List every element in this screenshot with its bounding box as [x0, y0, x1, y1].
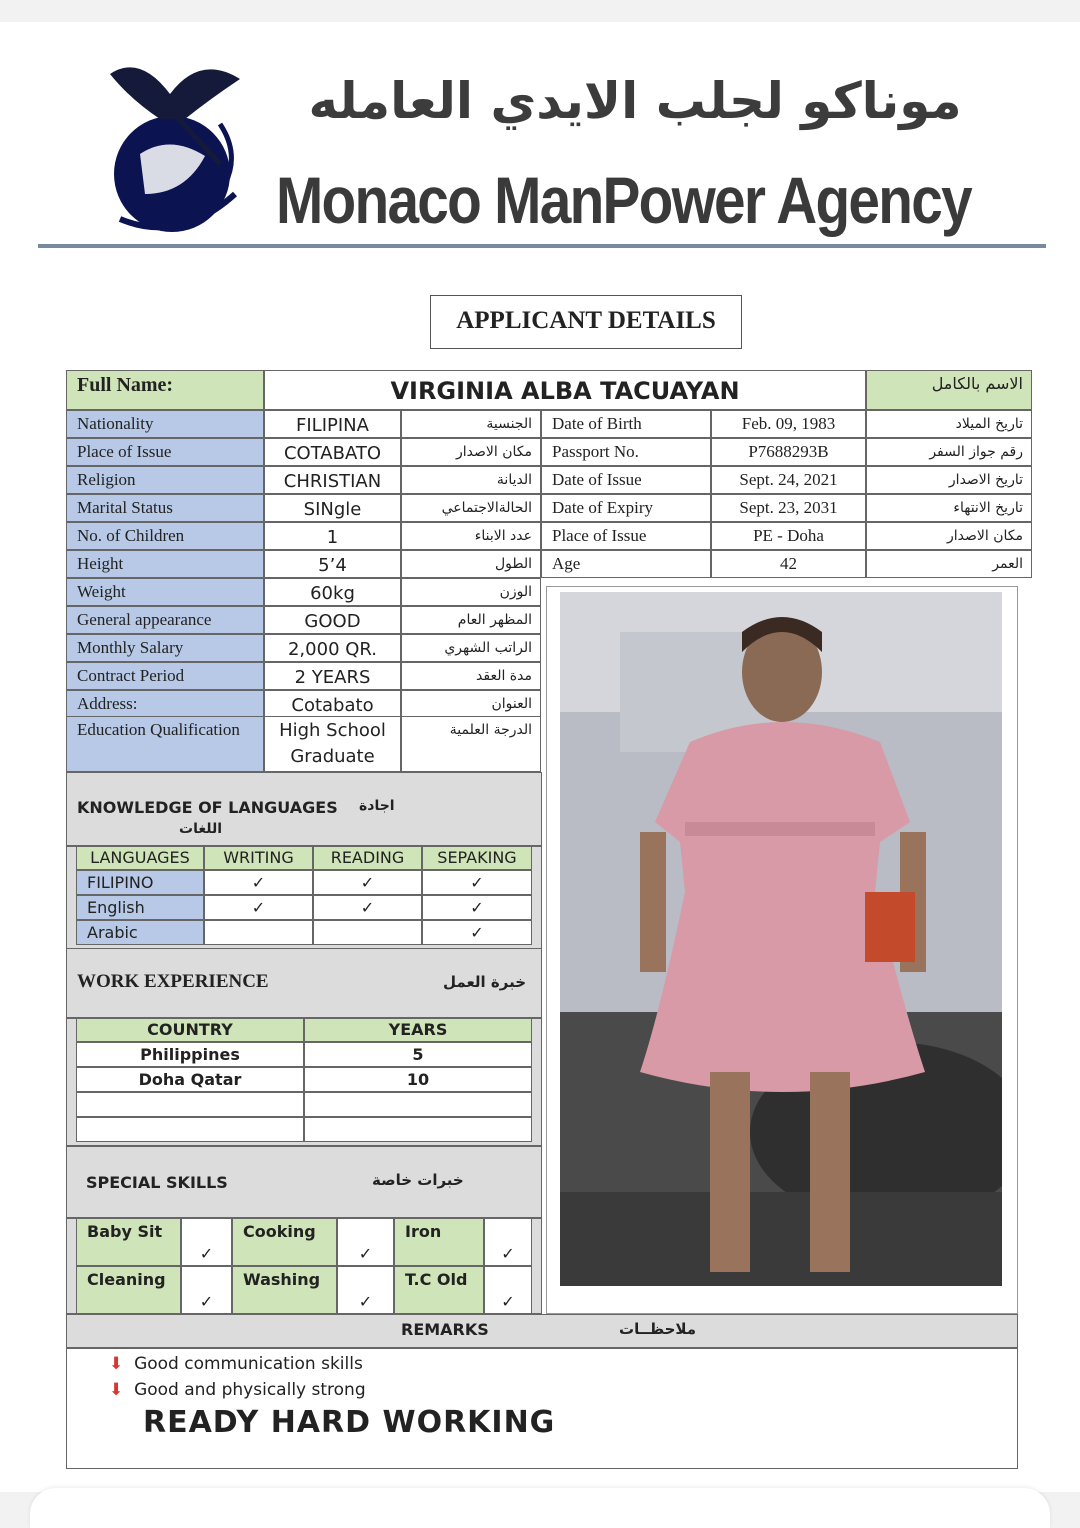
remark-item: ⬇ Good communication skills	[109, 1354, 363, 1374]
field-label-arabic: الجنسية	[401, 410, 541, 438]
field-label-arabic: تاريخ الانتهاء	[866, 494, 1032, 522]
language-column-header: SEPAKING	[422, 846, 532, 870]
field-label-arabic: الحالةالاجتماعي	[401, 494, 541, 522]
field-value: CHRISTIAN	[264, 466, 401, 494]
field-label: Height	[66, 550, 264, 578]
check-icon	[313, 920, 422, 945]
skill-name: Cleaning	[76, 1266, 181, 1314]
field-label-arabic: عدد الابناء	[401, 522, 541, 550]
work-country: Philippines	[76, 1042, 304, 1067]
check-icon: ✓	[484, 1218, 532, 1266]
field-value: 2 YEARS	[264, 662, 401, 690]
work-section	[66, 948, 542, 1018]
agency-name-english: Monaco ManPower Agency	[276, 163, 971, 237]
field-label: Religion	[66, 466, 264, 494]
field-value: Sept. 24, 2021	[711, 466, 866, 494]
field-value: P7688293B	[711, 438, 866, 466]
skills-title: SPECIAL SKILLS	[86, 1173, 228, 1192]
language-name: Arabic	[76, 920, 204, 945]
field-value: 42	[711, 550, 866, 578]
work-years	[304, 1117, 532, 1142]
skill-name: Cooking	[232, 1218, 337, 1266]
field-label-arabic: رقم جواز السفر	[866, 438, 1032, 466]
check-icon: ✓	[204, 870, 313, 895]
globe-bird-logo	[100, 44, 250, 244]
field-label-arabic: الراتب الشهري	[401, 634, 541, 662]
language-name: English	[76, 895, 204, 920]
field-label: Date of Birth	[541, 410, 711, 438]
field-value: 5’4	[264, 550, 401, 578]
field-label: Passport No.	[541, 438, 711, 466]
field-value: Cotabato	[264, 690, 401, 718]
field-label: Monthly Salary	[66, 634, 264, 662]
field-value: 60kg	[264, 578, 401, 606]
languages-title-arabic: اجادة	[359, 798, 395, 814]
check-icon: ✓	[313, 870, 422, 895]
work-years	[304, 1092, 532, 1117]
field-label-arabic: تاريخ الاصدار	[866, 466, 1032, 494]
field-label: Contract Period	[66, 662, 264, 690]
field-label: Place of Issue	[66, 438, 264, 466]
skills-section	[66, 1146, 542, 1218]
field-label: Weight	[66, 578, 264, 606]
languages-section	[66, 772, 542, 846]
education-label: Education Qualification	[66, 716, 264, 772]
full-name-label: Full Name:	[66, 370, 264, 410]
field-value: 2,000 QR.	[264, 634, 401, 662]
check-icon: ✓	[204, 895, 313, 920]
arrow-bullet-icon: ⬇	[109, 1354, 124, 1374]
check-icon: ✓	[422, 895, 532, 920]
header-divider	[38, 244, 1046, 248]
field-label-arabic: مدة العقد	[401, 662, 541, 690]
field-label-arabic: مكان الاصدار	[866, 522, 1032, 550]
field-value: Feb. 09, 1983	[711, 410, 866, 438]
field-label: General appearance	[66, 606, 264, 634]
work-years: 5	[304, 1042, 532, 1067]
field-value: Sept. 23, 2031	[711, 494, 866, 522]
remarks-title-arabic: ملاحظــات	[619, 1320, 697, 1338]
languages-title-arabic-2: اللغات	[179, 821, 222, 837]
work-country-header: COUNTRY	[76, 1018, 304, 1042]
check-icon: ✓	[484, 1266, 532, 1314]
work-title-arabic: خبرة العمل	[443, 973, 527, 991]
check-icon: ✓	[422, 920, 532, 945]
field-value: GOOD	[264, 606, 401, 634]
field-label-arabic: تاريخ الميلاد	[866, 410, 1032, 438]
field-label-arabic: الديانة	[401, 466, 541, 494]
skills-title-arabic: خبرات خاصة	[372, 1171, 464, 1189]
check-icon: ✓	[337, 1266, 394, 1314]
field-label: Date of Expiry	[541, 494, 711, 522]
remarks-body	[66, 1348, 1018, 1469]
field-label: Nationality	[66, 410, 264, 438]
work-country	[76, 1117, 304, 1142]
check-icon: ✓	[181, 1266, 232, 1314]
field-value: PE - Doha	[711, 522, 866, 550]
applicant-photo	[560, 592, 1002, 1286]
full-name-value: VIRGINIA ALBA TACUAYAN	[264, 370, 866, 410]
field-label-arabic: العنوان	[401, 690, 541, 718]
skill-name: T.C Old	[394, 1266, 484, 1314]
field-label: Date of Issue	[541, 466, 711, 494]
remarks-headline: READY HARD WORKING	[143, 1405, 556, 1440]
next-card-peek	[30, 1488, 1050, 1528]
arrow-bullet-icon: ⬇	[109, 1380, 124, 1400]
field-label: Place of Issue	[541, 522, 711, 550]
field-label-arabic: مكان الاصدار	[401, 438, 541, 466]
remarks-title: REMARKS	[401, 1320, 489, 1339]
work-country: Doha Qatar	[76, 1067, 304, 1092]
check-icon	[204, 920, 313, 945]
education-value-line2: Graduate	[290, 746, 375, 767]
language-column-header: WRITING	[204, 846, 313, 870]
skill-name: Washing	[232, 1266, 337, 1314]
agency-name-arabic: موناكو لجلب الايدي العامله	[308, 72, 962, 130]
field-label-arabic: المظهر العام	[401, 606, 541, 634]
language-column-header: LANGUAGES	[76, 846, 204, 870]
check-icon: ✓	[337, 1218, 394, 1266]
field-value: 1	[264, 522, 401, 550]
work-years: 10	[304, 1067, 532, 1092]
page-title: APPLICANT DETAILS	[430, 295, 742, 349]
skill-name: Baby Sit	[76, 1218, 181, 1266]
full-name-label-arabic: الاسم بالكامل	[866, 370, 1032, 410]
check-icon: ✓	[181, 1218, 232, 1266]
language-name: FILIPINO	[76, 870, 204, 895]
field-label: Marital Status	[66, 494, 264, 522]
field-label: Address:	[66, 690, 264, 718]
applicant-sheet	[0, 22, 1080, 1492]
field-label: Age	[541, 550, 711, 578]
field-value: SINgle	[264, 494, 401, 522]
languages-title: KNOWLEDGE OF LANGUAGES	[77, 798, 338, 817]
work-years-header: YEARS	[304, 1018, 532, 1042]
education-value	[264, 716, 401, 772]
skill-name: Iron	[394, 1218, 484, 1266]
field-value: FILIPINA	[264, 410, 401, 438]
field-label-arabic: الطول	[401, 550, 541, 578]
work-country	[76, 1092, 304, 1117]
field-label-arabic: الوزن	[401, 578, 541, 606]
education-label-arabic: الدرجة العلمية	[401, 716, 541, 772]
field-label-arabic: العمر	[866, 550, 1032, 578]
field-label: No. of Children	[66, 522, 264, 550]
field-value: COTABATO	[264, 438, 401, 466]
work-title: WORK EXPERIENCE	[77, 971, 269, 992]
education-value-line1: High School	[279, 720, 386, 741]
remark-item: ⬇ Good and physically strong	[109, 1380, 366, 1400]
remarks-header	[66, 1314, 1018, 1348]
check-icon: ✓	[422, 870, 532, 895]
language-column-header: READING	[313, 846, 422, 870]
check-icon: ✓	[313, 895, 422, 920]
